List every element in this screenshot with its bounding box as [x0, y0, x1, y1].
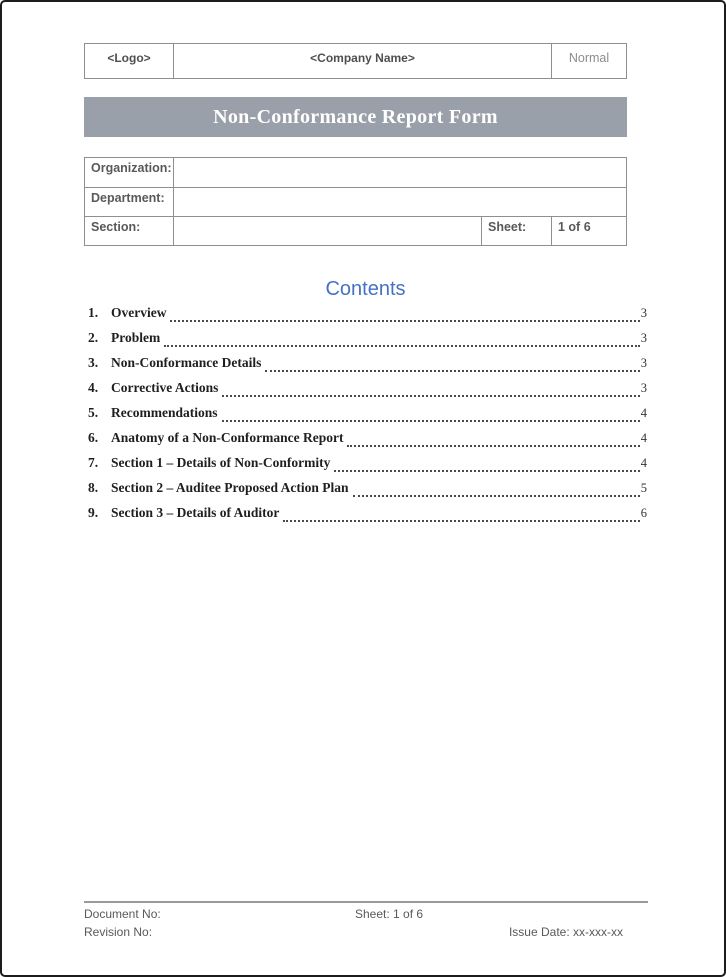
toc-dot-leader — [353, 495, 640, 497]
toc-number: 1. — [88, 305, 99, 320]
table-of-contents — [84, 305, 647, 530]
section-field[interactable] — [173, 217, 481, 245]
section-label: Section: — [91, 220, 141, 234]
company-name-text: <Company Name> — [310, 51, 415, 65]
toc-page-number: 4 — [640, 431, 647, 445]
footer — [84, 906, 648, 944]
toc-dot-leader — [265, 370, 639, 372]
toc-dot-leader — [347, 445, 639, 447]
info-table — [84, 157, 627, 246]
toc-item-non-conformance-details[interactable] — [84, 355, 647, 380]
toc-number: 3. — [88, 355, 99, 370]
toc-dot-leader — [334, 470, 639, 472]
toc-title: Section 3 – Details of Auditor — [111, 505, 280, 520]
department-row — [85, 187, 626, 216]
toc-title: Anatomy of a Non-Conformance Report — [111, 430, 344, 445]
logo-placeholder-text: <Logo> — [107, 51, 151, 65]
header-table — [84, 43, 627, 79]
title-banner — [84, 97, 627, 137]
doc-type-cell[interactable] — [551, 44, 626, 78]
toc-page-number: 4 — [640, 456, 647, 470]
toc-number: 8. — [88, 480, 99, 495]
contents-heading: Contents — [325, 278, 406, 300]
toc-item-problem[interactable] — [84, 330, 647, 355]
toc-item-section3[interactable] — [84, 505, 647, 530]
doc-type-text: Normal — [568, 51, 610, 65]
sheet-value: 1 of 6 — [551, 217, 626, 245]
toc-item-anatomy[interactable] — [84, 430, 647, 455]
toc-title: Overview — [111, 305, 167, 320]
organization-label: Organization: — [91, 161, 172, 175]
toc-item-section1[interactable] — [84, 455, 647, 480]
toc-item-overview[interactable] — [84, 305, 647, 330]
toc-page-number: 3 — [640, 331, 647, 345]
toc-dot-leader — [222, 420, 640, 422]
toc-number: 6. — [88, 430, 99, 445]
department-field[interactable] — [173, 188, 626, 216]
toc-dot-leader — [170, 320, 639, 322]
toc-title: Section 1 – Details of Non-Conformity — [111, 455, 331, 470]
toc-page-number: 3 — [640, 306, 647, 320]
toc-title: Corrective Actions — [111, 380, 219, 395]
toc-item-corrective-actions[interactable] — [84, 380, 647, 405]
toc-dot-leader — [164, 345, 640, 347]
footer-sheet-text: Sheet: 1 of 6 — [355, 907, 424, 921]
toc-title: Non-Conformance Details — [111, 355, 262, 370]
page-title: Non-Conformance Report Form — [213, 105, 498, 128]
company-name-cell[interactable] — [173, 44, 551, 78]
toc-item-section2[interactable] — [84, 480, 647, 505]
toc-page-number: 4 — [640, 406, 647, 420]
toc-number: 7. — [88, 455, 99, 470]
footer-divider — [84, 901, 648, 903]
toc-number: 9. — [88, 505, 99, 520]
department-label: Department: — [91, 191, 165, 205]
organization-row — [85, 158, 626, 187]
toc-dot-leader — [283, 520, 639, 522]
logo-placeholder-cell[interactable] — [85, 44, 173, 78]
toc-title: Recommendations — [111, 405, 218, 420]
section-row — [85, 216, 626, 245]
toc-title: Problem — [111, 330, 161, 345]
toc-number: 4. — [88, 380, 99, 395]
toc-title: Section 2 – Auditee Proposed Action Plan — [111, 480, 349, 495]
sheet-label: Sheet: — [481, 217, 551, 245]
toc-dot-leader — [222, 395, 639, 397]
toc-page-number: 5 — [640, 481, 647, 495]
issue-date-text: Issue Date: xx-xxx-xx — [508, 925, 623, 939]
document-no-label: Document No: — [84, 907, 161, 921]
toc-page-number: 3 — [640, 381, 647, 395]
revision-no-label: Revision No: — [84, 925, 153, 939]
organization-field[interactable] — [173, 158, 626, 187]
toc-number: 5. — [88, 405, 99, 420]
toc-item-recommendations[interactable] — [84, 405, 647, 430]
toc-number: 2. — [88, 330, 99, 345]
toc-page-number: 6 — [640, 506, 647, 520]
toc-page-number: 3 — [640, 356, 647, 370]
